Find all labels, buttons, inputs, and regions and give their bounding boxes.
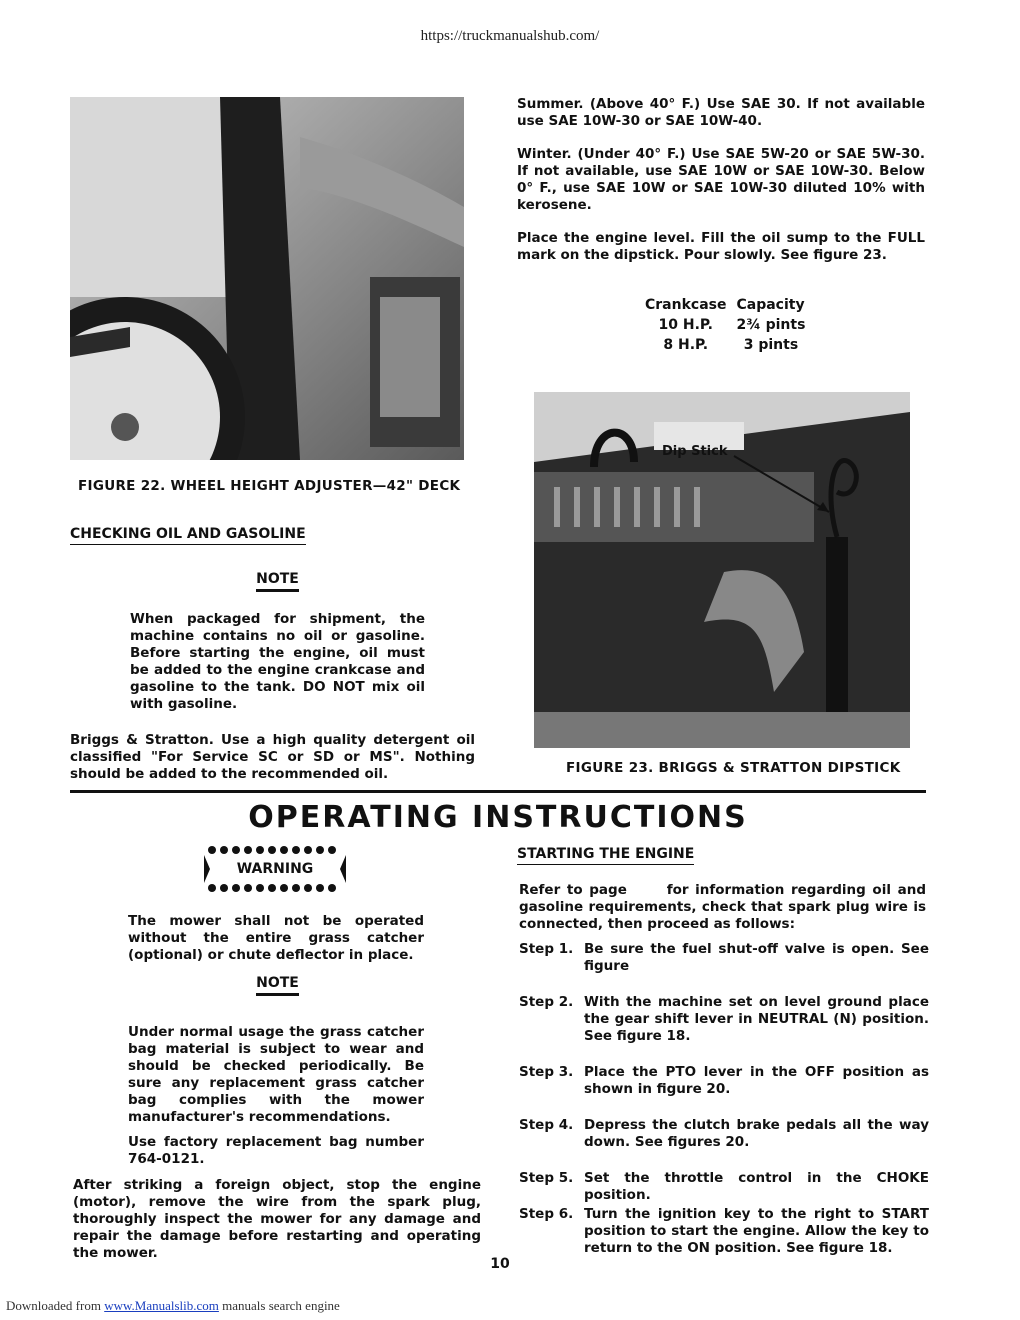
briggs-lead: Briggs & Stratton. xyxy=(70,732,214,748)
winter-paragraph xyxy=(517,146,925,214)
step-text: Turn the ignition key to the right to START position to start the engine. Allow the key to return to the ON position. See figure 18. xyxy=(584,1206,929,1256)
steps-list xyxy=(519,941,929,1271)
briggs-text: Use a high quality detergent oil classified "For Service SC or SD or MS". Nothing should be added to the recommended oil. xyxy=(70,732,475,782)
header-url: https://truckmanualshub.com/ xyxy=(420,28,600,44)
note-title-2-text: NOTE xyxy=(256,975,299,996)
warning-label: WARNING xyxy=(236,861,314,877)
warning-text: The mower shall not be operated without the entire grass catcher (optional) or chute deflector in place. xyxy=(128,913,424,963)
capacity-header-cell: Crankcase xyxy=(645,297,727,313)
place-paragraph: Place the engine level. Fill the oil sump to the FULL mark on the dipstick. Pour slowly. See figure 23. xyxy=(517,230,925,263)
list-item xyxy=(519,941,929,975)
list-item xyxy=(519,1117,929,1151)
list-item xyxy=(519,994,929,1045)
winter-lead: Winter. xyxy=(517,146,572,162)
summer-lead: Summer. xyxy=(517,96,584,112)
section-divider xyxy=(70,790,926,793)
table-cell: 3 pints xyxy=(743,337,799,353)
table-row xyxy=(640,335,810,355)
step-text: Set the throttle control in the CHOKE position. xyxy=(584,1170,929,1203)
starting-engine-heading xyxy=(517,846,694,862)
starting-intro: Refer to page for information regarding oil and gasoline requirements, check that spark plug wire is connected, then proceed as follows: xyxy=(519,882,931,932)
warning-box xyxy=(202,845,348,893)
figure-23-photo xyxy=(534,392,910,748)
winter-text: (Under 40° F.) Use SAE 5W-20 or SAE 5W-30. If not available, use SAE 10W or SAE 10W-30. Below 0° F., use SAE 10W or SAE 10W-30 diluted 10% with kerosene. xyxy=(517,146,925,213)
figure-22-caption: FIGURE 22. WHEEL HEIGHT ADJUSTER—42" DECK xyxy=(78,478,461,494)
summer-text: (Above 40° F.) Use SAE 30. If not available use SAE 10W-30 or SAE 10W-40. xyxy=(517,96,925,129)
step-text: Depress the clutch brake pedals all the way down. See figures 20. xyxy=(584,1117,929,1150)
list-item xyxy=(519,1064,929,1098)
starting-engine-heading-text: STARTING THE ENGINE xyxy=(517,846,694,865)
list-item xyxy=(519,1206,929,1257)
step-label: Step 1. xyxy=(519,941,574,957)
footer xyxy=(6,1298,340,1314)
shipment-note-text: When packaged for shipment, the machine contains no oil or gasoline. Before starting the engine, oil must be added to the engine crankcase and gasoline to the tank. DO NOT mix oil with gasoline. xyxy=(130,611,425,712)
step-text: Be sure the fuel shut-off valve is open. See figure xyxy=(584,941,929,974)
step-text: With the machine set on level ground place the gear shift lever in NEUTRAL (N) position. See figure 18. xyxy=(584,994,929,1044)
figure-23-caption: FIGURE 23. BRIGGS & STRATTON DIPSTICK xyxy=(566,760,901,776)
step-label: Step 3. xyxy=(519,1064,574,1080)
step-label: Step 5. xyxy=(519,1170,574,1186)
step-text: Place the PTO lever in the OFF position as shown in figure 20. xyxy=(584,1064,929,1097)
step-label: Step 4. xyxy=(519,1117,574,1133)
capacity-table xyxy=(640,295,810,355)
step-label: Step 6. xyxy=(519,1206,574,1222)
grass-catcher-note: Under normal usage the grass catcher bag material is subject to wear and should be checked periodically. Be sure any replacement grass catcher bag complies with the mower manufacturer's recommendations. xyxy=(128,1024,424,1125)
operating-instructions-title: OPERATING INSTRUCTIONS xyxy=(248,800,748,835)
dipstick-label: Dip Stick xyxy=(662,444,728,459)
bag-number-text: Use factory replacement bag number 764-0121. xyxy=(128,1134,424,1167)
table-cell: 8 H.P. xyxy=(663,337,709,353)
wheel-adjuster-illustration xyxy=(70,97,464,460)
briggs-paragraph xyxy=(70,732,475,783)
manualslib-link[interactable]: www.Manualslib.com xyxy=(104,1298,219,1313)
table-row xyxy=(640,315,810,335)
note-title-1 xyxy=(240,571,315,587)
capacity-header-cell: Capacity xyxy=(736,297,805,313)
table-cell: 2¾ pints xyxy=(736,317,806,333)
footer-suffix: manuals search engine xyxy=(218,1298,340,1313)
figure-22-photo xyxy=(70,97,464,460)
checking-oil-heading xyxy=(70,526,306,542)
page-number: 10 xyxy=(490,1256,510,1272)
note-title-1-text: NOTE xyxy=(256,571,299,592)
summer-paragraph xyxy=(517,96,925,130)
footer-prefix: Downloaded from xyxy=(6,1298,105,1313)
list-item xyxy=(519,1170,929,1204)
note-title-2 xyxy=(240,975,315,991)
step-label: Step 2. xyxy=(519,994,574,1010)
capacity-table-header xyxy=(640,295,810,315)
foreign-object-text: After striking a foreign object, stop the engine (motor), remove the wire from the spark plug, thoroughly inspect the mower for any damage and repair the damage before restarting and operating the mower. xyxy=(73,1177,481,1261)
table-cell: 10 H.P. xyxy=(658,317,713,333)
checking-oil-heading-text: CHECKING OIL AND GASOLINE xyxy=(70,526,306,545)
